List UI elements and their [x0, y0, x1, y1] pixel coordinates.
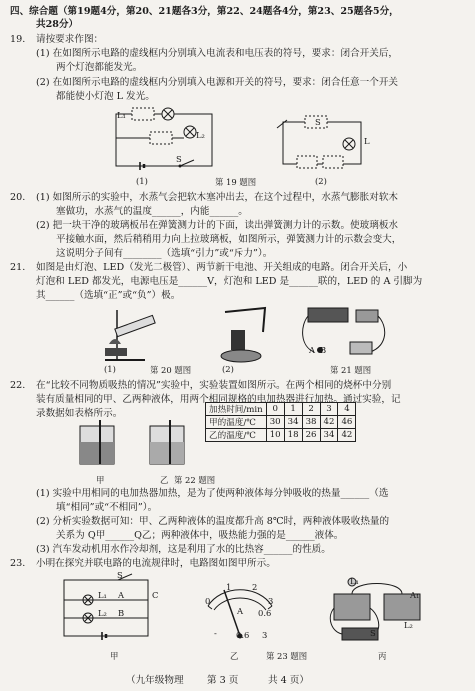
q23-dial-small: 0.6 [258, 608, 272, 618]
q23-real-label-L1: L₁ [350, 576, 359, 586]
table-cell: 乙的温度/℃ [206, 429, 267, 442]
q23-real-label-A1: A₁ [410, 590, 420, 600]
q23-dial-minus: - [214, 628, 217, 638]
q22-data-table [205, 402, 356, 442]
q20-caption-1: (1) [104, 364, 116, 374]
q23-caption-b: 乙 [230, 651, 239, 661]
table-cell: 34 [284, 416, 302, 429]
q19-label-L: L [364, 136, 370, 146]
q22-line1: 在“比较不同物质吸热的情况”实验中，实验装置如图所示。在两个相同的烧杯中分别 [36, 380, 392, 391]
table-cell: 26 [302, 429, 320, 442]
q22-number: 22. [10, 380, 26, 391]
q23-circuit-diagram [58, 574, 168, 644]
q23-caption-c: 丙 [378, 651, 387, 661]
table-cell: 1 [284, 403, 302, 416]
q20-line4: 平接触水面，然后稍稍用力向上拉玻璃板，如图所示，弹簧测力计的示数会变大， [56, 234, 402, 245]
q23-caption-a: 甲 [110, 651, 119, 661]
q19-part1-line2: 两个灯泡都能发光。 [56, 62, 143, 73]
q22-figure-beakers [70, 420, 200, 472]
q19-caption-2: (2) [315, 176, 327, 186]
q23-real-label-S: S [370, 628, 376, 638]
table-row [206, 403, 356, 416]
q19-label-L1: L₁ [117, 110, 126, 120]
q23-real-label-L2: L₂ [404, 620, 413, 630]
q20-line1: (1) 如图所示的实验中，水蒸气会把软木塞冲出去，在这个过程中，水蒸气膨胀对软木 [36, 192, 399, 203]
q19-label-S2: S [315, 117, 321, 127]
q23-dial-term-3: 3 [262, 630, 268, 640]
section-title-cont: 共28分） [36, 19, 79, 30]
q19-stem: 请按要求作图： [36, 34, 104, 45]
table-cell: 18 [284, 429, 302, 442]
q22-caption-b: 乙 [160, 475, 169, 485]
q21-line3: 其______（选填“正”或“负”）极。 [36, 290, 181, 301]
footer-page: 第 3 页 [207, 675, 239, 686]
q23-real-circuit [322, 574, 432, 644]
q22-sub3-line1: (3) 汽车发动机用水作冷却剂，这是利用了水的比热容______的性质。 [36, 544, 331, 555]
q19-label-L2: L₂ [196, 130, 205, 140]
table-row [206, 429, 356, 442]
q22-line2: 装有质量相同的甲、乙两种液体，用两个相同规格的电加热器进行加热。通过实验，记 [36, 394, 401, 405]
q22-sub2-line2: 关系为 Q甲______Q乙；两种液体中，吸热能力强的是______液体。 [56, 530, 344, 541]
table-cell: 42 [320, 416, 338, 429]
q23-number: 23. [10, 558, 26, 569]
q19-label-S: S [176, 154, 182, 164]
table-cell: 加热时间/min [206, 403, 267, 416]
q20-figure-glass-plate [215, 304, 275, 364]
table-cell: 38 [302, 416, 320, 429]
q23-dial-unit: A [237, 606, 244, 616]
table-cell: 3 [320, 403, 338, 416]
q23-label-S: S [117, 570, 123, 580]
q22-sub2-line1: (2) 分析实验数据可知：甲、乙两种液体的温度都升高 8℃时，两种液体吸收热量的 [36, 516, 390, 527]
q21-number: 21. [10, 262, 26, 273]
q20-line3: (2) 把一块干净的玻璃板吊在弹簧测力计的下面，读出弹簧测力计的示数。使玻璃板水 [36, 220, 399, 231]
table-cell: 甲的温度/℃ [206, 416, 267, 429]
q23-dial-tick-2: 2 [252, 582, 258, 592]
q22-line3: 录数据如表格所示。 [36, 408, 123, 419]
q19-caption: 第 19 题图 [215, 177, 257, 187]
q21-label-A: A [309, 345, 316, 355]
q21-line1: 如图是由灯泡、LED（发光二极管）、两节新干电池、开关组成的电路。闭合开关后，小 [36, 262, 408, 273]
q23-label-C: C [152, 590, 159, 600]
table-cell: 0 [266, 403, 284, 416]
q20-figure-test-tube [95, 304, 165, 364]
q23-label-B: B [118, 608, 125, 618]
q22-caption: 第 22 题图 [174, 475, 216, 485]
q23-dial-tick-1: 1 [226, 582, 232, 592]
q22-sub1-line1: (1) 实验中用相同的电加热器加热，是为了使两种液体每分钟吸收的热量______（选 [36, 488, 389, 499]
table-cell: 46 [338, 416, 356, 429]
table-cell: 2 [302, 403, 320, 416]
q23-label-L2: L₂ [98, 608, 107, 618]
q22-caption-a: 甲 [96, 475, 105, 485]
q19-circuit-1 [110, 106, 220, 176]
section-title: 四、综合题（第19题4分，第20、21题各3分，第22、24题各4分，第23、25题各5分， [10, 6, 399, 17]
q19-part1-line1: (1) 在如图所示电路的虚线框内分别填入电流表和电压表的符号，要求：闭合开关后， [36, 48, 399, 59]
table-row [206, 416, 356, 429]
q20-caption: 第 20 题图 [150, 365, 192, 375]
q23-caption: 第 23 题图 [266, 651, 308, 661]
table-cell: 42 [338, 429, 356, 442]
q19-part2-line1: (2) 在如图所示电路的虚线框内分别填入电源和开关的符号，要求：闭合任意一个开关 [36, 77, 399, 88]
q21-caption: 第 21 题图 [330, 365, 372, 375]
q22-sub1-line2: 填“相同”或“不相同”）。 [56, 502, 158, 513]
footer-total: 共 4 页） [268, 675, 309, 686]
table-cell: 10 [266, 429, 284, 442]
q23-dial-tick-3: 3 [268, 596, 274, 606]
q23-dial-term-06: 0.6 [236, 630, 250, 640]
q20-line2: 塞做功，水蒸气的温度______，内能______。 [56, 206, 248, 217]
q19-caption-1: (1) [136, 176, 148, 186]
table-cell: 34 [320, 429, 338, 442]
q23-label-A: A [118, 590, 125, 600]
q20-number: 20. [10, 192, 26, 203]
q23-line1: 小明在探究并联电路的电流规律时，电路图如图甲所示。 [36, 558, 276, 569]
q23-label-L1: L₁ [98, 590, 107, 600]
q19-number: 19. [10, 34, 26, 45]
q23-dial-tick-0: 0 [205, 596, 211, 606]
q21-label-B: B [320, 345, 327, 355]
q20-caption-2: (2) [222, 364, 234, 374]
q19-part2-line2: 都能使小灯泡 L 发光。 [56, 91, 155, 102]
footer-subject: （九年级物理 [126, 675, 184, 686]
q20-line5: 这说明分子间有________（选填“引力”或“斥力”）。 [56, 248, 273, 259]
table-cell: 4 [338, 403, 356, 416]
q21-line2: 灯泡和 LED 都发光，电源电压是______V，灯泡和 LED 是______联的，LED 的 A 引脚为 [36, 276, 423, 287]
table-cell: 30 [266, 416, 284, 429]
